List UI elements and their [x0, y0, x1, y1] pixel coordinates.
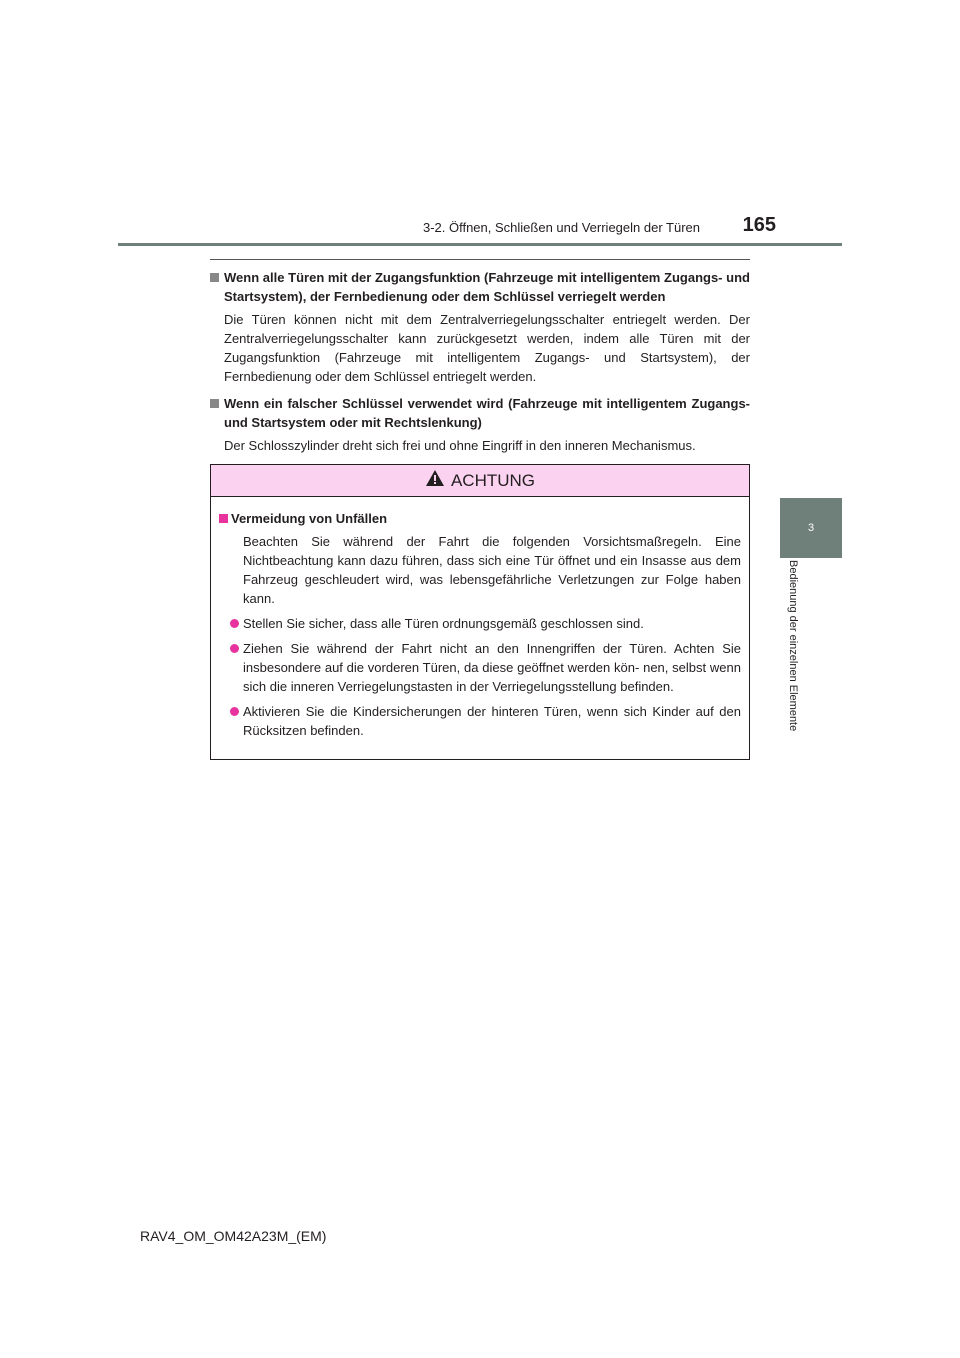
main-content	[210, 268, 750, 463]
section-heading	[210, 394, 750, 432]
circle-bullet-icon	[230, 707, 239, 716]
section-heading-text: Wenn alle Türen mit der Zugangsfunktion (Fahrzeuge mit intelligentem Zugangs- und Startsystem), der Fernbedienung oder dem Schlüssel verriegelt werden	[224, 270, 750, 304]
warning-title: ACHTUNG	[450, 470, 536, 490]
circle-bullet-icon	[230, 644, 239, 653]
warning-heading	[219, 509, 741, 528]
square-bullet-icon	[210, 399, 219, 408]
page-number: 165	[742, 214, 776, 236]
chapter-tab[interactable]	[780, 498, 842, 558]
square-bullet-icon	[210, 273, 219, 282]
section-body: Der Schlosszylinder dreht sich frei und ohne Eingriff in den inneren Mechanismus.	[224, 438, 696, 453]
chapter-label: Bedienung der einzelnen Elemente	[787, 560, 799, 732]
warning-list-item	[219, 614, 741, 633]
warning-body	[211, 497, 749, 740]
chapter-number: 3	[807, 522, 815, 534]
info-section-2	[210, 394, 750, 455]
header-rule	[118, 243, 842, 246]
warning-intro: Beachten Sie während der Fahrt die folgenden Vorsichtsmaßregeln. Eine Nichtbeachtung kann dazu führen, dass sich eine Tür öffnet und ein Insasse aus dem Fahrzeug geschleudert wird, was lebensgefährliche Verletzungen zur Folge haben kann.	[243, 534, 741, 606]
divider	[210, 259, 750, 260]
section-title: 3-2. Öffnen, Schließen und Verriegeln der Türen	[422, 220, 700, 235]
warning-list-text: Aktivieren Sie die Kindersicherungen der hinteren Türen, wenn sich Kinder auf den Rücksitzen befinden.	[243, 704, 741, 738]
warning-heading-text: Vermeidung von Unfällen	[231, 511, 388, 526]
warning-list-text: Stellen Sie sicher, dass alle Türen ordnungsgemäß geschlossen sind.	[243, 616, 644, 631]
info-section-1	[210, 268, 750, 386]
section-heading	[210, 268, 750, 306]
section-body: Die Türen können nicht mit dem Zentralverriegelungsschalter entriegelt werden. Der Zentralverriegelungsschalter kann zurückgesetzt werden, indem alle Türen mit der Zugangsfunktion (Fahrzeuge mit intelligentem Zugangs- und Startsystem), der Fernbedienung oder dem Schlüssel entriegelt werden.	[224, 312, 750, 384]
warning-header	[211, 465, 749, 497]
warning-list-item	[219, 702, 741, 740]
warning-box	[210, 464, 750, 760]
square-bullet-icon	[219, 514, 228, 523]
circle-bullet-icon	[230, 619, 239, 628]
warning-triangle-icon	[425, 469, 445, 492]
warning-list-item	[219, 639, 741, 696]
section-heading-text: Wenn ein falscher Schlüssel verwendet wird (Fahrzeuge mit intelligentem Zugangs- und Startsystem oder mit Rechtslenkung)	[224, 396, 750, 430]
warning-list-text: Ziehen Sie während der Fahrt nicht an den Innengriffen der Türen. Achten Sie insbesondere auf die vorderen Türen, da diese geöffnet werden kön- nen, selbst wenn sich die inneren Verriegelungstasten in der Verriegelungsstellung befinden.	[243, 641, 741, 694]
document-code: RAV4_OM_OM42A23M_(EM)	[140, 1228, 327, 1244]
